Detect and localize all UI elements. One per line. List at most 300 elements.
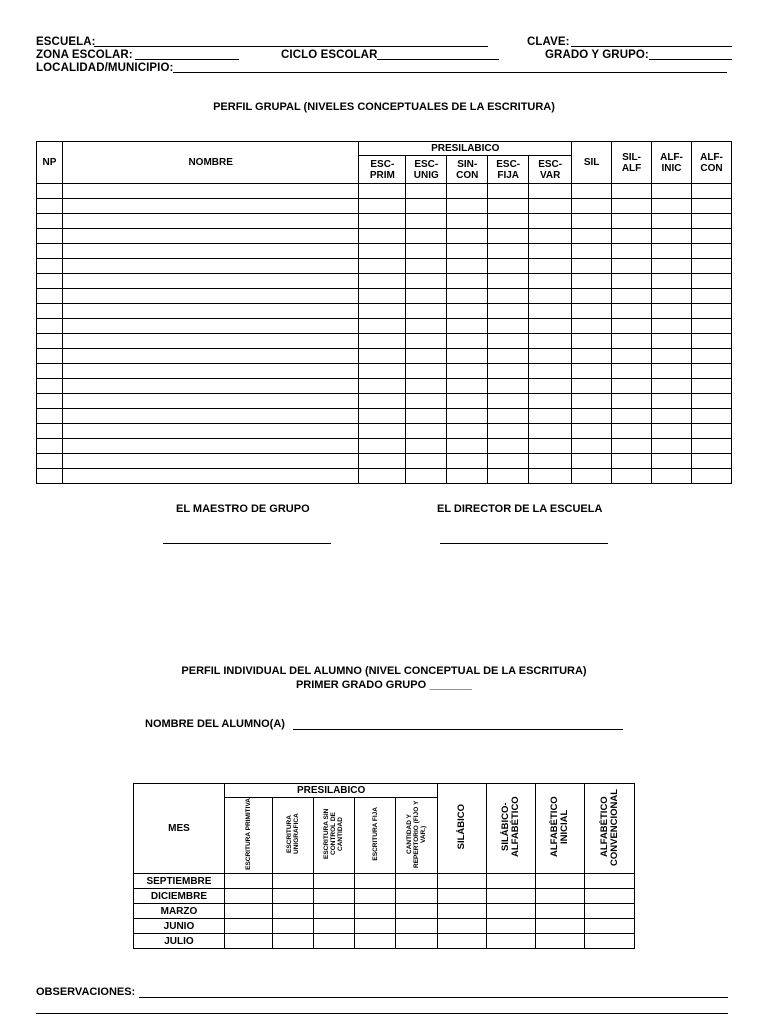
table-cell[interactable] xyxy=(37,334,63,349)
table-cell[interactable] xyxy=(37,454,63,469)
table-cell[interactable] xyxy=(354,889,396,904)
table-cell[interactable] xyxy=(62,364,358,379)
table-cell[interactable] xyxy=(62,229,358,244)
table-cell[interactable] xyxy=(691,409,731,424)
table-cell[interactable] xyxy=(359,229,406,244)
table-cell[interactable] xyxy=(62,199,358,214)
table-cell[interactable] xyxy=(37,364,63,379)
table-cell[interactable] xyxy=(572,454,612,469)
table-cell[interactable] xyxy=(359,334,406,349)
table-cell[interactable] xyxy=(529,409,572,424)
table-cell[interactable] xyxy=(447,349,488,364)
table-cell[interactable] xyxy=(487,919,536,934)
table-cell[interactable] xyxy=(487,904,536,919)
table-row xyxy=(37,304,732,319)
table-cell[interactable] xyxy=(359,274,406,289)
table-cell[interactable] xyxy=(572,319,612,334)
table-cell[interactable] xyxy=(313,904,354,919)
table-cell[interactable] xyxy=(406,184,447,199)
table-cell[interactable] xyxy=(612,394,652,409)
table-cell[interactable] xyxy=(62,244,358,259)
table-cell[interactable] xyxy=(62,409,358,424)
table-cell[interactable] xyxy=(488,274,529,289)
table-cell[interactable] xyxy=(652,199,692,214)
table-cell[interactable] xyxy=(354,919,396,934)
table-cell[interactable] xyxy=(272,919,313,934)
table-cell[interactable] xyxy=(37,244,63,259)
label-alfabetico-convencional: ALFABÉTICO CONVENCIONAL xyxy=(598,788,620,866)
table-cell[interactable] xyxy=(691,199,731,214)
table-cell[interactable] xyxy=(612,214,652,229)
table-cell[interactable] xyxy=(691,439,731,454)
table-row xyxy=(37,424,732,439)
table-cell[interactable] xyxy=(396,874,438,889)
table-cell[interactable] xyxy=(652,304,692,319)
table-cell[interactable] xyxy=(585,904,635,919)
table-cell[interactable] xyxy=(224,904,272,919)
table-cell[interactable] xyxy=(488,199,529,214)
table-cell[interactable] xyxy=(585,874,635,889)
table-cell[interactable] xyxy=(585,889,635,904)
table-cell[interactable] xyxy=(529,184,572,199)
table-cell[interactable] xyxy=(529,199,572,214)
table-cell[interactable] xyxy=(488,349,529,364)
table-cell[interactable] xyxy=(447,214,488,229)
table-cell[interactable] xyxy=(572,364,612,379)
table-cell[interactable] xyxy=(406,304,447,319)
table-cell[interactable] xyxy=(572,409,612,424)
table-cell[interactable] xyxy=(447,199,488,214)
table-cell[interactable] xyxy=(488,244,529,259)
field-clave xyxy=(527,35,570,49)
table-cell[interactable] xyxy=(488,394,529,409)
table-cell[interactable] xyxy=(572,184,612,199)
table-cell[interactable] xyxy=(62,439,358,454)
table-cell[interactable] xyxy=(447,454,488,469)
observaciones-line-1[interactable] xyxy=(139,997,728,998)
table-cell[interactable] xyxy=(652,334,692,349)
table-cell[interactable] xyxy=(572,469,612,484)
table-cell[interactable] xyxy=(572,439,612,454)
table-cell[interactable] xyxy=(62,469,358,484)
line-ciclo[interactable] xyxy=(377,59,499,60)
table-cell[interactable] xyxy=(62,274,358,289)
table-cell[interactable] xyxy=(612,319,652,334)
table-cell[interactable] xyxy=(691,349,731,364)
table-cell[interactable] xyxy=(488,469,529,484)
table-cell[interactable] xyxy=(359,259,406,274)
table-cell[interactable] xyxy=(536,934,585,949)
table-cell[interactable] xyxy=(488,364,529,379)
table-cell[interactable] xyxy=(447,439,488,454)
col-alfabetico-inicial xyxy=(536,784,585,874)
table-cell[interactable] xyxy=(529,334,572,349)
table-cell[interactable] xyxy=(652,364,692,379)
table-cell[interactable] xyxy=(652,229,692,244)
table-cell[interactable] xyxy=(447,469,488,484)
table-cell[interactable] xyxy=(536,904,585,919)
table-cell[interactable] xyxy=(488,439,529,454)
col-presilabico: PRESILABICO xyxy=(359,142,572,156)
table-cell[interactable] xyxy=(572,244,612,259)
table-cell[interactable] xyxy=(488,289,529,304)
table-cell[interactable] xyxy=(396,904,438,919)
table-cell[interactable] xyxy=(37,229,63,244)
table-cell[interactable] xyxy=(447,319,488,334)
table-cell[interactable] xyxy=(406,424,447,439)
table-cell[interactable] xyxy=(37,319,63,334)
grupal-title: PERFIL GRUPAL (NIVELES CONCEPTUALES DE LA ESCRITURA) xyxy=(213,101,555,113)
table-cell[interactable] xyxy=(529,394,572,409)
table-cell[interactable] xyxy=(37,379,63,394)
table-cell[interactable] xyxy=(652,379,692,394)
table-cell[interactable] xyxy=(572,274,612,289)
table-cell[interactable] xyxy=(691,379,731,394)
table-cell[interactable] xyxy=(62,424,358,439)
table-cell[interactable] xyxy=(447,379,488,394)
table-cell[interactable] xyxy=(224,874,272,889)
col-esc-prim: ESC- PRIM xyxy=(359,156,406,184)
table-cell[interactable] xyxy=(612,379,652,394)
label-localidad: LOCALIDAD/MUNICIPIO: xyxy=(36,62,174,74)
table-cell[interactable] xyxy=(224,889,272,904)
table-cell[interactable] xyxy=(359,304,406,319)
line-localidad[interactable] xyxy=(173,72,727,73)
table-cell[interactable] xyxy=(488,319,529,334)
table-cell[interactable] xyxy=(612,349,652,364)
table-cell[interactable] xyxy=(612,364,652,379)
table-cell[interactable] xyxy=(529,289,572,304)
table-cell[interactable] xyxy=(691,424,731,439)
table-cell[interactable] xyxy=(488,214,529,229)
table-cell[interactable] xyxy=(572,259,612,274)
table-cell[interactable] xyxy=(529,319,572,334)
table-cell[interactable] xyxy=(62,454,358,469)
table-cell[interactable] xyxy=(62,259,358,274)
table-cell[interactable] xyxy=(612,229,652,244)
table-cell[interactable] xyxy=(612,184,652,199)
table-cell[interactable] xyxy=(488,424,529,439)
label-escuela: ESCUELA: xyxy=(36,36,96,48)
table-cell[interactable] xyxy=(406,274,447,289)
table-cell[interactable] xyxy=(359,319,406,334)
table-cell[interactable] xyxy=(529,214,572,229)
table-cell[interactable] xyxy=(488,259,529,274)
table-cell[interactable] xyxy=(529,364,572,379)
label-silabico-alfabetico: SILÁBICO-ALFABÉTICO xyxy=(500,796,522,858)
table-cell[interactable] xyxy=(447,364,488,379)
table-cell[interactable] xyxy=(572,394,612,409)
table-cell[interactable] xyxy=(62,394,358,409)
table-cell[interactable] xyxy=(572,289,612,304)
table-cell[interactable] xyxy=(612,334,652,349)
table-cell[interactable] xyxy=(37,469,63,484)
col-alf-con: ALF- CON xyxy=(691,142,731,184)
col-silabico xyxy=(438,784,487,874)
table-cell[interactable] xyxy=(529,229,572,244)
table-cell[interactable] xyxy=(37,214,63,229)
table-cell[interactable] xyxy=(224,934,272,949)
table-cell[interactable] xyxy=(406,379,447,394)
mes-label: SEPTIEMBRE xyxy=(134,874,225,889)
table-cell[interactable] xyxy=(691,304,731,319)
table-cell[interactable] xyxy=(572,304,612,319)
table-cell[interactable] xyxy=(652,424,692,439)
table-cell[interactable] xyxy=(62,319,358,334)
label-escritura-fija: ESCRITURA FIJA xyxy=(371,807,379,861)
table-cell[interactable] xyxy=(536,919,585,934)
table-cell[interactable] xyxy=(612,439,652,454)
table-cell[interactable] xyxy=(447,229,488,244)
table-cell[interactable] xyxy=(612,274,652,289)
table-cell[interactable] xyxy=(62,379,358,394)
table-cell[interactable] xyxy=(612,424,652,439)
table-cell[interactable] xyxy=(691,454,731,469)
table-cell[interactable] xyxy=(652,214,692,229)
table-cell[interactable] xyxy=(488,454,529,469)
table-cell[interactable] xyxy=(572,334,612,349)
table-cell[interactable] xyxy=(691,244,731,259)
table-cell[interactable] xyxy=(62,334,358,349)
table-cell[interactable] xyxy=(406,469,447,484)
table-cell[interactable] xyxy=(37,409,63,424)
line-clave[interactable] xyxy=(571,46,732,47)
table-cell[interactable] xyxy=(359,469,406,484)
table-cell[interactable] xyxy=(488,184,529,199)
table-cell[interactable] xyxy=(447,274,488,289)
table-cell[interactable] xyxy=(447,409,488,424)
table-cell[interactable] xyxy=(488,379,529,394)
table-cell[interactable] xyxy=(612,454,652,469)
table-cell[interactable] xyxy=(572,229,612,244)
table-cell[interactable] xyxy=(272,934,313,949)
table-cell[interactable] xyxy=(354,874,396,889)
table-cell[interactable] xyxy=(691,394,731,409)
table-cell[interactable] xyxy=(612,469,652,484)
table-cell[interactable] xyxy=(438,934,487,949)
table-cell[interactable] xyxy=(652,244,692,259)
table-cell[interactable] xyxy=(691,214,731,229)
table-cell[interactable] xyxy=(62,304,358,319)
table-cell[interactable] xyxy=(359,409,406,424)
table-cell[interactable] xyxy=(612,304,652,319)
table-cell[interactable] xyxy=(359,454,406,469)
table-cell[interactable] xyxy=(488,409,529,424)
table-cell[interactable] xyxy=(572,214,612,229)
table-cell[interactable] xyxy=(406,394,447,409)
table-cell[interactable] xyxy=(37,274,63,289)
table-cell[interactable] xyxy=(272,904,313,919)
table-cell[interactable] xyxy=(585,934,635,949)
col-escritura-fija xyxy=(354,798,396,874)
table-cell[interactable] xyxy=(359,349,406,364)
table-cell[interactable] xyxy=(612,244,652,259)
table-cell[interactable] xyxy=(37,289,63,304)
table-cell[interactable] xyxy=(529,469,572,484)
table-cell[interactable] xyxy=(438,889,487,904)
table-cell[interactable] xyxy=(487,889,536,904)
table-cell[interactable] xyxy=(406,334,447,349)
table-cell[interactable] xyxy=(37,439,63,454)
table-cell[interactable] xyxy=(62,289,358,304)
table-cell[interactable] xyxy=(691,229,731,244)
table-cell[interactable] xyxy=(447,334,488,349)
table-cell[interactable] xyxy=(37,349,63,364)
table-cell[interactable] xyxy=(406,319,447,334)
table-cell[interactable] xyxy=(359,379,406,394)
table-cell[interactable] xyxy=(488,304,529,319)
table-cell[interactable] xyxy=(359,244,406,259)
table-cell[interactable] xyxy=(652,319,692,334)
table-row xyxy=(37,259,732,274)
table-cell[interactable] xyxy=(652,289,692,304)
table-cell[interactable] xyxy=(313,919,354,934)
table-cell[interactable] xyxy=(359,439,406,454)
table-cell[interactable] xyxy=(438,904,487,919)
table-cell[interactable] xyxy=(396,934,438,949)
table-cell[interactable] xyxy=(313,889,354,904)
table-cell[interactable] xyxy=(691,319,731,334)
line-grado[interactable] xyxy=(649,59,732,60)
table-cell[interactable] xyxy=(529,259,572,274)
nombre-alumno-line[interactable] xyxy=(293,729,623,730)
table-cell[interactable] xyxy=(652,409,692,424)
table-cell[interactable] xyxy=(572,199,612,214)
table-cell[interactable] xyxy=(487,874,536,889)
table-cell[interactable] xyxy=(536,874,585,889)
table-cell[interactable] xyxy=(691,274,731,289)
table-cell[interactable] xyxy=(438,919,487,934)
firma-director-line[interactable] xyxy=(440,543,608,544)
table-cell[interactable] xyxy=(612,259,652,274)
table-cell[interactable] xyxy=(359,184,406,199)
table-cell[interactable] xyxy=(652,349,692,364)
table-cell[interactable] xyxy=(37,424,63,439)
table-cell[interactable] xyxy=(447,259,488,274)
table-cell[interactable] xyxy=(585,919,635,934)
firma-maestro-line[interactable] xyxy=(163,543,331,544)
table-cell[interactable] xyxy=(313,874,354,889)
table-cell[interactable] xyxy=(406,364,447,379)
table-cell[interactable] xyxy=(359,364,406,379)
table-cell[interactable] xyxy=(529,304,572,319)
table-cell[interactable] xyxy=(406,214,447,229)
table-cell[interactable] xyxy=(406,349,447,364)
table-cell[interactable] xyxy=(652,469,692,484)
table-cell[interactable] xyxy=(447,424,488,439)
table-cell[interactable] xyxy=(529,244,572,259)
table-cell[interactable] xyxy=(272,889,313,904)
col-cantidad-repertorio xyxy=(396,798,438,874)
table-cell[interactable] xyxy=(691,184,731,199)
table-cell[interactable] xyxy=(359,394,406,409)
table-cell[interactable] xyxy=(447,184,488,199)
table-cell[interactable] xyxy=(447,394,488,409)
table-cell[interactable] xyxy=(406,439,447,454)
table-cell[interactable] xyxy=(529,424,572,439)
table-cell[interactable] xyxy=(572,424,612,439)
table-cell[interactable] xyxy=(359,289,406,304)
table-cell[interactable] xyxy=(354,904,396,919)
table-cell[interactable] xyxy=(313,934,354,949)
table-cell[interactable] xyxy=(359,199,406,214)
line-zona[interactable] xyxy=(135,59,239,60)
table-cell[interactable] xyxy=(652,394,692,409)
individual-table xyxy=(133,783,635,949)
field-localidad xyxy=(36,61,173,75)
table-cell[interactable] xyxy=(691,364,731,379)
table-cell[interactable] xyxy=(37,199,63,214)
table-cell[interactable] xyxy=(406,454,447,469)
table-cell[interactable] xyxy=(529,379,572,394)
table-cell[interactable] xyxy=(691,289,731,304)
observaciones-line-2[interactable] xyxy=(36,1013,728,1014)
table-cell[interactable] xyxy=(691,469,731,484)
table-cell[interactable] xyxy=(37,184,63,199)
table-cell[interactable] xyxy=(447,304,488,319)
table-cell[interactable] xyxy=(612,199,652,214)
table-cell[interactable] xyxy=(37,394,63,409)
table-cell[interactable] xyxy=(359,214,406,229)
table-row xyxy=(37,274,732,289)
table-cell[interactable] xyxy=(612,409,652,424)
table-cell[interactable] xyxy=(406,244,447,259)
table-cell[interactable] xyxy=(488,229,529,244)
table-cell[interactable] xyxy=(62,184,358,199)
table-cell[interactable] xyxy=(488,334,529,349)
table-cell[interactable] xyxy=(447,244,488,259)
table-cell[interactable] xyxy=(652,454,692,469)
table-cell[interactable] xyxy=(406,409,447,424)
table-cell[interactable] xyxy=(406,259,447,274)
table-cell[interactable] xyxy=(691,334,731,349)
table-cell[interactable] xyxy=(438,874,487,889)
table-cell[interactable] xyxy=(406,199,447,214)
table-cell[interactable] xyxy=(529,274,572,289)
table-cell[interactable] xyxy=(652,259,692,274)
table-cell[interactable] xyxy=(62,349,358,364)
table-cell[interactable] xyxy=(529,454,572,469)
table-cell[interactable] xyxy=(37,304,63,319)
table-cell[interactable] xyxy=(652,274,692,289)
table-cell[interactable] xyxy=(406,229,447,244)
table-cell[interactable] xyxy=(487,934,536,949)
table-cell[interactable] xyxy=(572,349,612,364)
table-cell[interactable] xyxy=(272,874,313,889)
table-cell[interactable] xyxy=(652,184,692,199)
table-cell[interactable] xyxy=(62,214,358,229)
line-escuela[interactable] xyxy=(94,46,488,47)
table-cell[interactable] xyxy=(691,259,731,274)
table-cell[interactable] xyxy=(529,349,572,364)
mes-label: MARZO xyxy=(134,904,225,919)
table-cell[interactable] xyxy=(529,439,572,454)
table-cell[interactable] xyxy=(612,289,652,304)
table-cell[interactable] xyxy=(224,919,272,934)
col-nombre: NOMBRE xyxy=(62,142,358,184)
table-cell[interactable] xyxy=(652,439,692,454)
table-cell[interactable] xyxy=(359,424,406,439)
table-cell[interactable] xyxy=(396,889,438,904)
table-cell[interactable] xyxy=(406,289,447,304)
table-cell[interactable] xyxy=(354,934,396,949)
table-cell[interactable] xyxy=(447,289,488,304)
table-row xyxy=(37,469,732,484)
table-cell[interactable] xyxy=(396,919,438,934)
table-cell[interactable] xyxy=(536,889,585,904)
table-cell[interactable] xyxy=(572,379,612,394)
table-cell[interactable] xyxy=(37,259,63,274)
